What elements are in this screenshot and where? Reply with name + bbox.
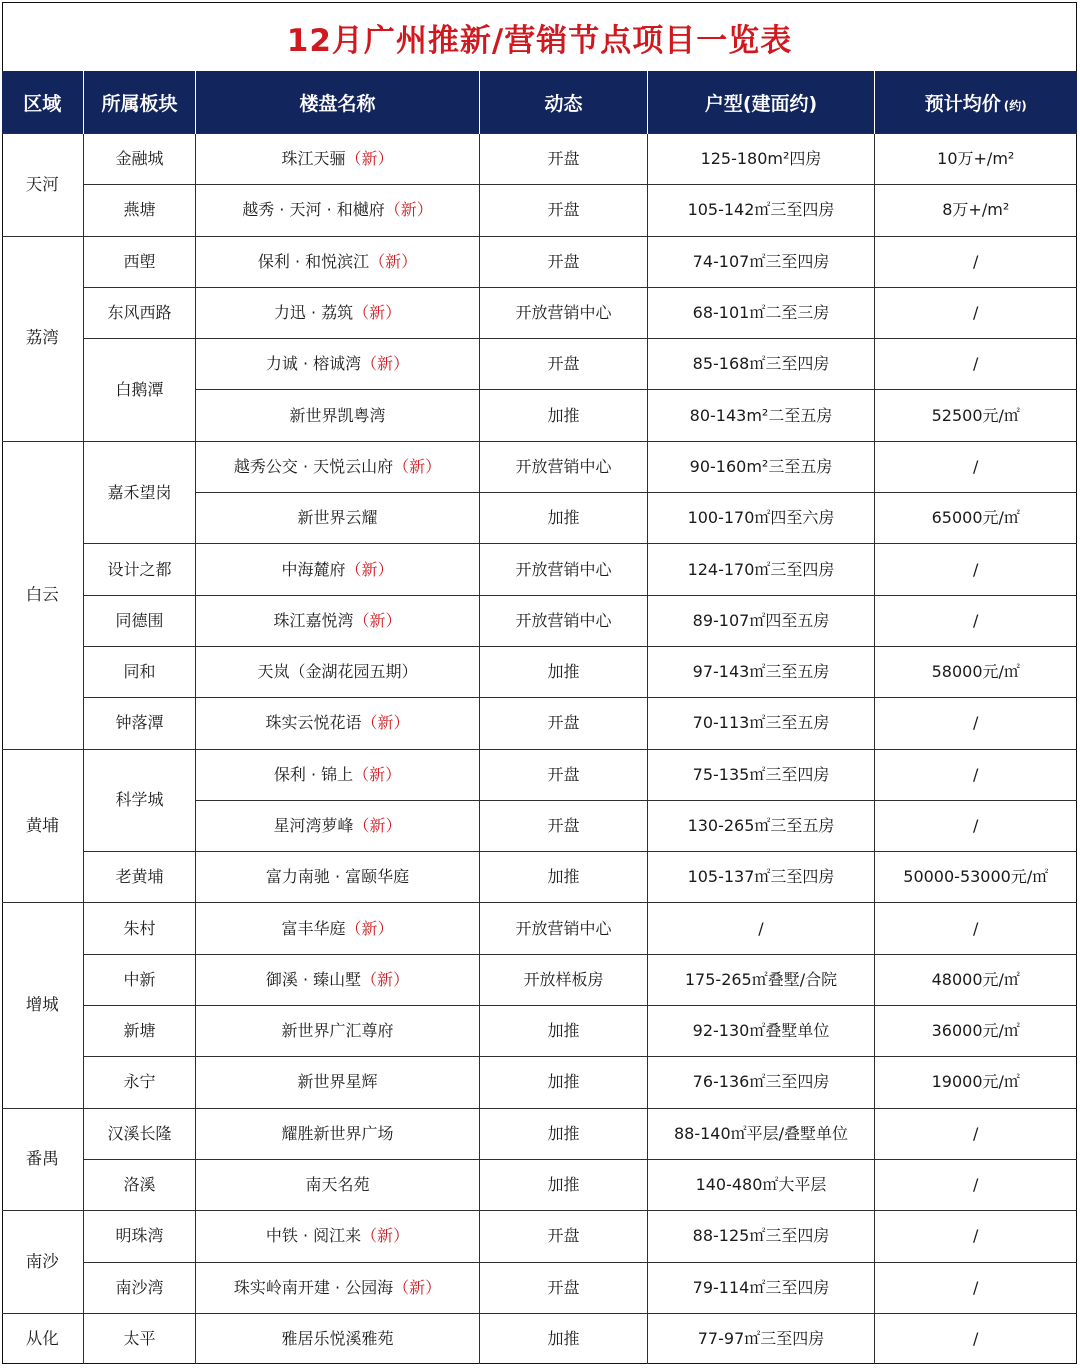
table-row [2, 646, 1077, 697]
project-name: 珠实岭南开建 · 公园海 [233, 1277, 394, 1297]
unit-cell: 175-265㎡叠墅/合院 [648, 954, 875, 1005]
unit-cell: 105-137㎡三至四房 [648, 852, 875, 903]
new-tag: （新） [353, 610, 402, 630]
price-cell: 65000元/㎡ [875, 493, 1077, 544]
status-cell: 开放营销中心 [480, 595, 648, 646]
project-name: 雅居乐悦溪雅苑 [281, 1328, 394, 1348]
project-name-cell [196, 1211, 480, 1262]
price-cell: 19000元/㎡ [875, 1057, 1077, 1108]
table-row [2, 1313, 1077, 1364]
status-cell: 加推 [480, 852, 648, 903]
table-row [2, 185, 1077, 236]
status-cell: 开盘 [480, 698, 648, 749]
status-cell: 开盘 [480, 800, 648, 851]
price-cell: / [875, 287, 1077, 338]
unit-cell: 89-107㎡四至五房 [648, 595, 875, 646]
block-cell: 新塘 [84, 1006, 196, 1057]
project-name: 珠江天骊 [281, 149, 346, 169]
status-cell: 开放样板房 [480, 954, 648, 1005]
new-tag: （新） [353, 303, 402, 323]
new-tag: （新） [345, 918, 394, 938]
block-cell: 同德围 [84, 595, 196, 646]
table-row [2, 595, 1077, 646]
new-tag: （新） [369, 251, 418, 271]
price-cell: 48000元/㎡ [875, 954, 1077, 1005]
price-cell: / [875, 595, 1077, 646]
region-cell: 从化 [2, 1313, 84, 1364]
new-tag: （新） [345, 149, 394, 169]
header-region: 区域 [2, 71, 84, 134]
new-tag: （新） [353, 764, 402, 784]
project-name: 越秀公交 · 天悦云山府 [233, 456, 394, 476]
header-price-label: 预计均价 [924, 92, 1001, 115]
region-cell: 天河 [2, 134, 84, 237]
block-cell: 南沙湾 [84, 1262, 196, 1313]
status-cell: 开放营销中心 [480, 903, 648, 954]
table-row [2, 1108, 1077, 1159]
price-cell: / [875, 1262, 1077, 1313]
region-cell: 增城 [2, 903, 84, 1108]
block-cell: 同和 [84, 646, 196, 697]
status-cell: 开盘 [480, 749, 648, 800]
status-cell: 加推 [480, 390, 648, 441]
unit-cell: 125-180m²四房 [648, 134, 875, 185]
project-name: 力诚 · 榕诚湾 [265, 354, 362, 374]
project-name: 南天名苑 [305, 1175, 370, 1195]
project-name-cell [196, 698, 480, 749]
price-cell: 10万+/m² [875, 134, 1077, 185]
unit-cell: 100-170㎡四至六房 [648, 493, 875, 544]
unit-cell: 74-107㎡三至四房 [648, 236, 875, 287]
unit-cell: 85-168㎡三至四房 [648, 339, 875, 390]
project-name-cell [196, 544, 480, 595]
price-cell: / [875, 544, 1077, 595]
table-row [2, 1262, 1077, 1313]
price-cell: 8万+/m² [875, 185, 1077, 236]
status-cell: 开盘 [480, 236, 648, 287]
project-name: 耀胜新世界广场 [281, 1123, 394, 1143]
block-cell: 老黄埔 [84, 852, 196, 903]
block-cell: 钟落潭 [84, 698, 196, 749]
project-name-cell [196, 646, 480, 697]
project-name: 珠实云悦花语 [265, 713, 362, 733]
new-tag: （新） [361, 1226, 410, 1246]
project-name-cell [196, 1006, 480, 1057]
project-table [2, 71, 1077, 1364]
table-row [2, 236, 1077, 287]
project-name: 天岚（金湖花园五期） [257, 662, 418, 682]
project-name: 新世界广汇尊府 [281, 1021, 394, 1041]
project-name-cell [196, 236, 480, 287]
block-cell: 白鹅潭 [84, 339, 196, 442]
block-cell: 东风西路 [84, 287, 196, 338]
price-cell: / [875, 800, 1077, 851]
status-cell: 开盘 [480, 1211, 648, 1262]
unit-cell: 97-143㎡三至五房 [648, 646, 875, 697]
new-tag: （新） [361, 713, 410, 733]
table-row [2, 1006, 1077, 1057]
status-cell: 加推 [480, 646, 648, 697]
price-cell: / [875, 1108, 1077, 1159]
header-block: 所属板块 [84, 71, 196, 134]
project-name: 中海麓府 [281, 559, 346, 579]
block-cell: 朱村 [84, 903, 196, 954]
new-tag: （新） [361, 969, 410, 989]
region-cell: 白云 [2, 441, 84, 749]
header-unit: 户型(建面约) [648, 71, 875, 134]
project-name: 珠江嘉悦湾 [273, 610, 354, 630]
unit-cell: 68-101㎡二至三房 [648, 287, 875, 338]
unit-cell: 130-265㎡三至五房 [648, 800, 875, 851]
status-cell: 加推 [480, 493, 648, 544]
region-cell: 黄埔 [2, 749, 84, 903]
block-cell: 西塱 [84, 236, 196, 287]
unit-cell: 75-135㎡三至四房 [648, 749, 875, 800]
unit-cell: 79-114㎡三至四房 [648, 1262, 875, 1313]
project-name-cell [196, 287, 480, 338]
price-cell: / [875, 1211, 1077, 1262]
project-name-cell [196, 185, 480, 236]
table-row [2, 903, 1077, 954]
status-cell: 开盘 [480, 339, 648, 390]
new-tag: （新） [393, 1277, 442, 1297]
listing-table-frame [2, 2, 1077, 1364]
price-cell: / [875, 1313, 1077, 1364]
block-cell: 燕塘 [84, 185, 196, 236]
unit-cell: 105-142㎡三至四房 [648, 185, 875, 236]
unit-cell: 124-170㎡三至四房 [648, 544, 875, 595]
table-header-row [2, 71, 1077, 134]
status-cell: 加推 [480, 1006, 648, 1057]
block-cell: 科学城 [84, 749, 196, 852]
project-name: 越秀 · 天河 · 和樾府 [242, 200, 385, 220]
project-name-cell [196, 493, 480, 544]
block-cell: 设计之都 [84, 544, 196, 595]
project-name-cell [196, 595, 480, 646]
project-name: 新世界星辉 [297, 1072, 378, 1092]
project-name-cell [196, 339, 480, 390]
project-name: 星河湾萝峰 [273, 816, 354, 835]
new-tag: （新） [353, 816, 402, 835]
project-name-cell [196, 1057, 480, 1108]
project-name-cell [196, 903, 480, 954]
block-cell: 中新 [84, 954, 196, 1005]
table-body [2, 134, 1077, 1365]
project-name-cell [196, 441, 480, 492]
table-row [2, 544, 1077, 595]
table-row [2, 954, 1077, 1005]
project-name: 新世界云耀 [297, 508, 378, 528]
unit-cell: 88-125㎡三至四房 [648, 1211, 875, 1262]
project-name-cell [196, 1159, 480, 1210]
status-cell: 开盘 [480, 1262, 648, 1313]
status-cell: 加推 [480, 1313, 648, 1364]
unit-cell: 76-136㎡三至四房 [648, 1057, 875, 1108]
price-cell: / [875, 749, 1077, 800]
table-row [2, 749, 1077, 800]
price-cell: 52500元/㎡ [875, 390, 1077, 441]
project-name: 力迅 · 荔筑 [273, 303, 354, 323]
table-row [2, 698, 1077, 749]
price-cell: 50000-53000元/㎡ [875, 852, 1077, 903]
block-cell: 明珠湾 [84, 1211, 196, 1262]
price-cell: 58000元/㎡ [875, 646, 1077, 697]
block-cell: 嘉禾望岗 [84, 441, 196, 544]
table-row [2, 1159, 1077, 1210]
project-name: 富力南驰 · 富颐华庭 [265, 867, 410, 887]
project-name: 保利 · 和悦滨江 [257, 251, 370, 271]
unit-cell: 88-140㎡平层/叠墅单位 [648, 1108, 875, 1159]
unit-cell: 70-113㎡三至五房 [648, 698, 875, 749]
block-cell: 汉溪长隆 [84, 1108, 196, 1159]
project-name: 保利 · 锦上 [273, 764, 354, 784]
block-cell: 永宁 [84, 1057, 196, 1108]
table-row [2, 287, 1077, 338]
price-cell: / [875, 1159, 1077, 1210]
status-cell: 开放营销中心 [480, 544, 648, 595]
new-tag: （新） [345, 559, 394, 579]
header-status: 动态 [480, 71, 648, 134]
project-name: 富丰华庭 [281, 918, 346, 938]
project-name: 中铁 · 阅江来 [265, 1226, 362, 1246]
status-cell: 开放营销中心 [480, 287, 648, 338]
price-cell: / [875, 339, 1077, 390]
region-cell: 番禺 [2, 1108, 84, 1211]
project-name-cell [196, 954, 480, 1005]
project-name-cell [196, 390, 480, 441]
table-row [2, 339, 1077, 390]
project-name-cell [196, 134, 480, 185]
table-row [2, 1057, 1077, 1108]
unit-cell: 92-130㎡叠墅单位 [648, 1006, 875, 1057]
status-cell: 加推 [480, 1108, 648, 1159]
block-cell: 太平 [84, 1313, 196, 1364]
page-title: 12月广州推新/营销节点项目一览表 [286, 22, 793, 59]
unit-cell: 80-143m²二至五房 [648, 390, 875, 441]
price-cell: 36000元/㎡ [875, 1006, 1077, 1057]
unit-cell: / [648, 903, 875, 954]
status-cell: 加推 [480, 1057, 648, 1108]
status-cell: 加推 [480, 1159, 648, 1210]
header-project: 楼盘名称 [196, 71, 480, 134]
table-row [2, 852, 1077, 903]
header-price-note: (约) [1003, 98, 1027, 113]
region-cell: 荔湾 [2, 236, 84, 441]
table-row [2, 1211, 1077, 1262]
price-cell: / [875, 236, 1077, 287]
project-name-cell [196, 800, 480, 851]
status-cell: 开盘 [480, 134, 648, 185]
unit-cell: 90-160m²三至五房 [648, 441, 875, 492]
price-cell: / [875, 903, 1077, 954]
unit-cell: 140-480㎡大平层 [648, 1159, 875, 1210]
table-row [2, 441, 1077, 492]
new-tag: （新） [393, 456, 442, 476]
table-row [2, 134, 1077, 185]
block-cell: 洛溪 [84, 1159, 196, 1210]
unit-cell: 77-97㎡三至四房 [648, 1313, 875, 1364]
region-cell: 南沙 [2, 1211, 84, 1314]
new-tag: （新） [384, 200, 433, 220]
status-cell: 开盘 [480, 185, 648, 236]
new-tag: （新） [361, 354, 410, 374]
status-cell: 开放营销中心 [480, 441, 648, 492]
project-name: 新世界凯粤湾 [289, 405, 386, 425]
project-name-cell [196, 1262, 480, 1313]
project-name-cell [196, 1108, 480, 1159]
block-cell: 金融城 [84, 134, 196, 185]
project-name: 御溪 · 臻山墅 [265, 969, 362, 989]
price-cell: / [875, 441, 1077, 492]
project-name-cell [196, 749, 480, 800]
project-name-cell [196, 852, 480, 903]
price-cell: / [875, 698, 1077, 749]
header-price [875, 71, 1077, 134]
project-name-cell [196, 1313, 480, 1364]
